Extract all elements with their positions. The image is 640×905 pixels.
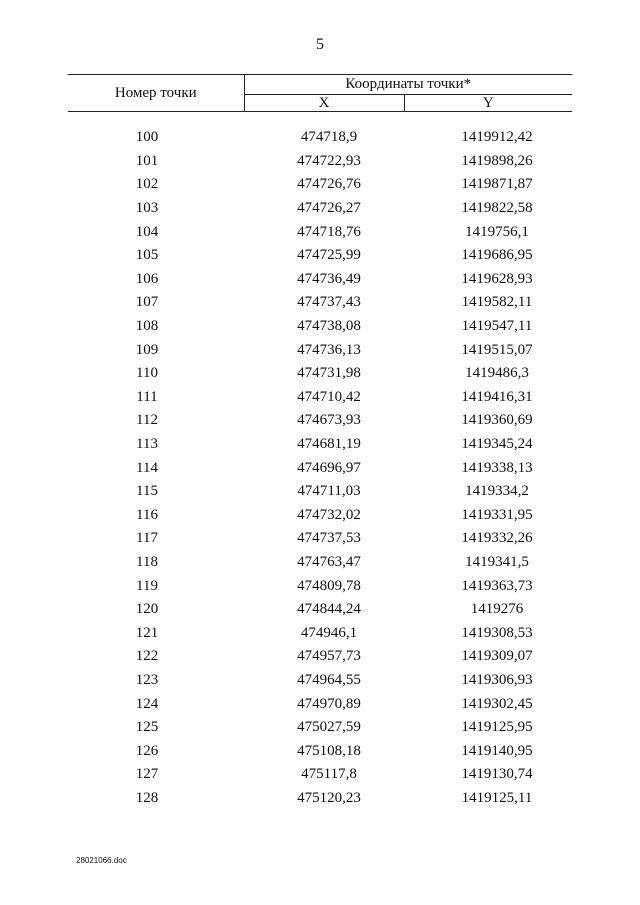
y-coordinate-cell: 1419341,5 (465, 553, 529, 570)
table-row (68, 173, 572, 197)
x-coordinate-cell: 474726,76 (297, 176, 361, 193)
table-row (68, 315, 572, 339)
y-coordinate-cell: 1419547,11 (461, 318, 533, 335)
table-row (68, 386, 572, 410)
point-number-cell: 126 (135, 742, 159, 759)
y-coordinate-cell: 1419125,95 (461, 719, 533, 736)
point-number-cell: 121 (135, 624, 159, 641)
x-coordinate-cell: 474736,49 (297, 270, 361, 287)
table-row (68, 433, 572, 457)
page-number: 5 (316, 36, 324, 53)
point-number-cell: 108 (135, 318, 159, 335)
point-number-cell: 109 (135, 341, 159, 358)
point-number-cell: 123 (135, 671, 159, 688)
y-coordinate-cell: 1419332,26 (461, 530, 533, 547)
y-coordinate-cell: 1419338,13 (461, 459, 533, 476)
y-coordinate-cell: 1419822,58 (461, 200, 533, 217)
y-coordinate-cell: 1419363,73 (461, 577, 533, 594)
x-coordinate-cell: 474718,9 (300, 129, 358, 146)
x-coordinate-cell: 474725,99 (297, 247, 361, 264)
table-row (68, 362, 572, 386)
x-coordinate-cell: 474718,76 (297, 223, 361, 240)
document-id: 28021066.doc (76, 856, 127, 865)
table-row (68, 150, 572, 174)
table-row (68, 244, 572, 268)
table-row (68, 669, 572, 693)
point-number-cell: 114 (136, 459, 158, 476)
point-number-cell: 111 (136, 388, 158, 405)
point-number-cell: 116 (136, 506, 158, 523)
y-coordinate-cell: 1419130,74 (461, 766, 533, 783)
x-coordinate-cell: 474710,42 (297, 388, 361, 405)
x-coordinate-cell: 474673,93 (297, 412, 361, 429)
table-row (68, 268, 572, 292)
table-row (68, 551, 572, 575)
point-number-cell: 100 (135, 129, 159, 146)
x-coordinate-cell: 474809,78 (297, 577, 361, 594)
x-coordinate-cell: 474970,89 (297, 695, 361, 712)
header-coordinates: Координаты точки* (244, 75, 572, 95)
table-row (68, 126, 572, 150)
x-coordinate-cell: 474964,55 (297, 671, 361, 688)
x-coordinate-cell: 474738,08 (297, 318, 361, 335)
point-number-cell: 125 (135, 719, 159, 736)
x-coordinate-cell: 474711,03 (297, 483, 361, 500)
table-row (68, 692, 572, 716)
y-coordinate-cell: 1419360,69 (461, 412, 533, 429)
y-coordinate-cell: 1419756,1 (465, 223, 529, 240)
y-coordinate-cell: 1419582,11 (461, 294, 533, 311)
x-coordinate-cell: 474722,93 (297, 152, 361, 169)
y-coordinate-cell: 1419302,45 (461, 695, 533, 712)
y-coordinate-cell: 1419334,2 (465, 483, 529, 500)
y-coordinate-cell: 1419912,42 (461, 129, 533, 146)
table-body (68, 112, 572, 811)
table-row (68, 480, 572, 504)
point-number-cell: 103 (135, 200, 159, 217)
table-row (68, 574, 572, 598)
coordinates-table (68, 74, 572, 810)
point-number-cell: 113 (136, 436, 158, 453)
y-coordinate-cell: 1419331,95 (461, 506, 533, 523)
table-header (68, 75, 572, 112)
x-coordinate-cell: 474763,47 (297, 553, 361, 570)
point-number-cell: 112 (136, 412, 158, 429)
x-coordinate-cell: 475120,23 (297, 789, 361, 806)
y-coordinate-cell: 1419306,93 (461, 671, 533, 688)
x-coordinate-cell: 474726,27 (297, 200, 361, 217)
point-number-cell: 104 (135, 223, 159, 240)
y-coordinate-cell: 1419140,95 (461, 742, 533, 759)
x-coordinate-cell: 474946,1 (300, 624, 358, 641)
point-number-cell: 117 (136, 530, 158, 547)
x-coordinate-cell: 475108,18 (297, 742, 361, 759)
header-y: Y (404, 94, 572, 111)
point-number-cell: 128 (135, 789, 159, 806)
x-coordinate-cell: 474731,98 (297, 365, 361, 382)
table-row (68, 197, 572, 221)
table-row (68, 598, 572, 622)
header-point-number: Номер точки (68, 75, 244, 112)
y-coordinate-cell: 1419308,53 (461, 624, 533, 641)
point-number-cell: 110 (136, 365, 158, 382)
y-coordinate-cell: 1419486,3 (465, 365, 529, 382)
y-coordinate-cell: 1419628,93 (461, 270, 533, 287)
table-row (68, 456, 572, 480)
point-number-cell: 124 (135, 695, 159, 712)
table-row (68, 504, 572, 528)
table-row (68, 763, 572, 787)
point-number-cell: 127 (135, 766, 159, 783)
x-coordinate-cell: 474736,13 (297, 341, 361, 358)
x-coordinate-cell: 475027,59 (297, 719, 361, 736)
x-coordinate-cell: 474681,19 (297, 436, 361, 453)
x-coordinate-cell: 474696,97 (297, 459, 361, 476)
point-number-cell: 120 (135, 601, 159, 618)
x-coordinate-cell: 474737,43 (297, 294, 361, 311)
table-row (68, 527, 572, 551)
table-row (68, 409, 572, 433)
y-coordinate-cell: 1419276 (470, 601, 524, 618)
y-coordinate-cell: 1419871,87 (461, 176, 533, 193)
x-coordinate-cell: 474732,02 (297, 506, 361, 523)
point-number-cell: 106 (135, 270, 159, 287)
table-row (68, 645, 572, 669)
x-coordinate-cell: 475117,8 (301, 766, 357, 783)
y-coordinate-cell: 1419309,07 (461, 648, 533, 665)
point-number-cell: 119 (136, 577, 158, 594)
y-coordinate-cell: 1419345,24 (461, 436, 533, 453)
x-coordinate-cell: 474844,24 (297, 601, 361, 618)
y-coordinate-cell: 1419686,95 (461, 247, 533, 264)
point-number-cell: 115 (136, 483, 158, 500)
point-number-cell: 101 (135, 152, 159, 169)
y-coordinate-cell: 1419515,07 (461, 341, 533, 358)
table-row (68, 338, 572, 362)
table-row (68, 716, 572, 740)
table-row (68, 787, 572, 811)
point-number-cell: 105 (135, 247, 159, 264)
y-coordinate-cell: 1419125,11 (461, 789, 533, 806)
table-row (68, 220, 572, 244)
table-row (68, 739, 572, 763)
point-number-cell: 118 (136, 553, 158, 570)
y-coordinate-cell: 1419416,31 (461, 388, 533, 405)
point-number-cell: 102 (135, 176, 159, 193)
table-row (68, 291, 572, 315)
y-coordinate-cell: 1419898,26 (461, 152, 533, 169)
coordinates-table-wrap (68, 74, 572, 810)
table-row (68, 621, 572, 645)
point-number-cell: 122 (135, 648, 159, 665)
x-coordinate-cell: 474957,73 (297, 648, 361, 665)
point-number-cell: 107 (135, 294, 159, 311)
x-coordinate-cell: 474737,53 (297, 530, 361, 547)
header-x: X (244, 94, 404, 111)
